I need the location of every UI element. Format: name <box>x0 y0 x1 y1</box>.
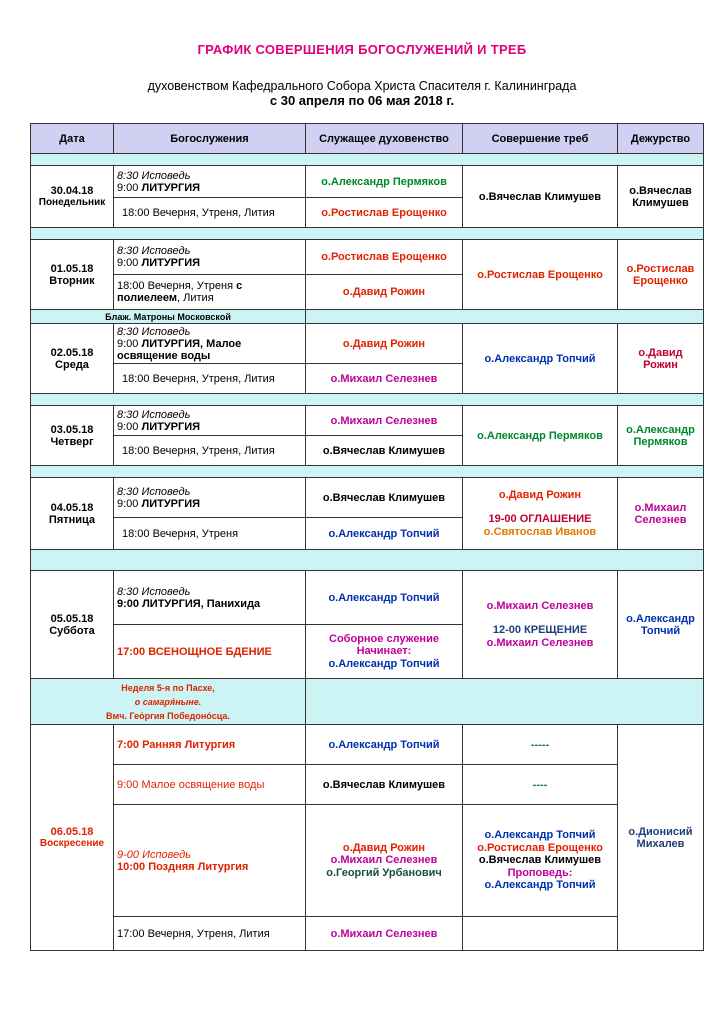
service-line: 8:30 Исповедь <box>117 325 191 338</box>
treb-cell <box>463 478 618 550</box>
service-cell: 18:00 Вечерня, Утреня, Лития <box>114 436 306 466</box>
col-header-trebs: Совершение треб <box>463 124 618 154</box>
service-name: ЛИТУРГИЯ <box>141 181 201 194</box>
clergy-cell: о.Михаил Селезнев <box>306 364 463 394</box>
weekday: Понедельник <box>38 196 106 208</box>
treb-cell: ----- <box>463 725 618 765</box>
date-cell <box>31 324 114 394</box>
service-cell <box>114 240 306 275</box>
clergy-cell: о.Вячеслав Климушев <box>306 478 463 518</box>
weekday: Суббота <box>49 624 95 637</box>
page-title: ГРАФИК СОВЕРШЕНИЯ БОГОСЛУЖЕНИЙ И ТРЕБ <box>197 42 527 57</box>
table-row <box>31 166 704 198</box>
table-row <box>31 240 704 275</box>
clergy-cell: о.Александр Топчий <box>306 571 463 625</box>
service-cell: 18:00 Вечерня, Утреня, Лития <box>114 364 306 394</box>
service-text: с <box>236 280 243 292</box>
service-cell <box>114 275 306 310</box>
separator-row <box>31 550 704 571</box>
clergy-line: о.Георгий Урбанович <box>326 866 442 879</box>
service-time: 9:00 <box>117 420 139 433</box>
page-subtitle: духовенством Кафедрального Собора Христа Спасителя г. Калининграда <box>147 79 577 93</box>
duty-cell: о.Дионисий Михалев <box>618 725 704 951</box>
duty-cell: о.Давид Рожин <box>618 324 704 394</box>
clergy-cell: о.Михаил Селезнев <box>306 917 463 951</box>
service-line: 9-00 Исповедь <box>117 848 191 861</box>
clergy-cell <box>306 625 463 679</box>
feast-line: Неделя 5-я по Пасхе, <box>121 682 215 693</box>
service-cell: 17:00 ВСЕНОЩНОЕ БДЕНИЕ <box>114 625 306 679</box>
date-cell <box>31 406 114 466</box>
duty-cell: о.Вячеслав Климушев <box>618 166 704 228</box>
clergy-line: о.Александр Топчий <box>328 657 440 670</box>
service-cell <box>114 406 306 436</box>
treb-line: о.Михаил Селезнев <box>486 599 594 612</box>
col-header-clergy: Служащее духовенство <box>306 124 463 154</box>
duty-cell: о.Ростислав Ерощенко <box>618 240 704 310</box>
treb-cell: о.Вячеслав Климушев <box>463 166 618 228</box>
treb-cell: о.Александр Пермяков <box>463 406 618 466</box>
clergy-cell: о.Давид Рожин <box>306 324 463 364</box>
table-row <box>31 725 704 765</box>
service-cell <box>114 324 306 364</box>
clergy-line: о.Давид Рожин <box>342 841 426 854</box>
service-cell: 18:00 Вечерня, Утреня <box>114 518 306 550</box>
table-row <box>31 478 704 518</box>
col-header-date: Дата <box>31 124 114 154</box>
feast-label <box>31 679 306 725</box>
service-line: 8:30 Исповедь <box>117 408 191 421</box>
clergy-cell: о.Александр Топчий <box>306 725 463 765</box>
service-line: 9:00 ЛИТУРГИЯ, Панихида <box>117 597 261 610</box>
duty-cell: о.Александр Топчий <box>618 571 704 679</box>
treb-line: 12-00 КРЕЩЕНИЕ <box>492 624 588 637</box>
service-cell: 9:00 Малое освящение воды <box>114 765 306 805</box>
duty-cell: о.Михаил Селезнев <box>618 478 704 550</box>
clergy-cell: о.Давид Рожин <box>306 275 463 310</box>
service-text: 18:00 Вечерня, Утреня <box>117 280 234 292</box>
clergy-cell: о.Александр Топчий <box>306 518 463 550</box>
weekday: Пятница <box>48 513 96 526</box>
treb-line: о.Ростислав Ерощенко <box>477 841 603 854</box>
clergy-cell: о.Ростислав Ерощенко <box>306 240 463 275</box>
date-value: 05.05.18 <box>50 612 94 625</box>
date-value: 30.04.18 <box>50 184 94 197</box>
weekday: Среда <box>55 358 89 371</box>
service-cell <box>114 478 306 518</box>
service-cell: 18:00 Вечерня, Утреня, Лития <box>114 198 306 228</box>
treb-cell: ---- <box>463 765 618 805</box>
service-cell <box>114 166 306 198</box>
clergy-line: Начинает: <box>356 645 412 658</box>
date-value: 02.05.18 <box>50 346 94 359</box>
service-name: ЛИТУРГИЯ <box>141 257 201 269</box>
separator-row <box>31 394 704 406</box>
clergy-cell: о.Ростислав Ерощенко <box>306 198 463 228</box>
date-cell <box>31 571 114 679</box>
service-time: 9:00 <box>117 337 139 350</box>
clergy-line: Соборное служение <box>329 632 439 645</box>
service-time: 9:00 <box>117 181 139 194</box>
clergy-line: о.Михаил Селезнев <box>330 854 438 867</box>
treb-cell <box>463 917 618 951</box>
service-line: 8:30 Исповедь <box>117 169 191 182</box>
feast-line: Вмч. Гео́ргия Победоно́сца. <box>106 710 230 721</box>
table-row <box>31 324 704 364</box>
treb-cell: о.Ростислав Ерощенко <box>463 240 618 310</box>
page-period: с 30 апреля по 06 мая 2018 г. <box>269 93 455 108</box>
treb-cell <box>463 805 618 917</box>
treb-line: о.Святослав Иванов <box>483 525 597 538</box>
service-line: 8:30 Исповедь <box>117 245 191 257</box>
weekday: Воскресение <box>39 837 105 849</box>
date-value: 04.05.18 <box>50 501 94 514</box>
treb-line: о.Михаил Селезнев <box>486 636 594 649</box>
clergy-cell: о.Александр Пермяков <box>306 166 463 198</box>
service-line: 8:30 Исповедь <box>117 485 191 498</box>
weekday: Вторник <box>49 274 95 287</box>
service-text: полиелеем <box>117 292 178 304</box>
date-cell <box>31 478 114 550</box>
service-line: 10:00 Поздняя Литургия <box>117 860 249 873</box>
service-time: 9:00 <box>117 257 139 269</box>
table-row <box>31 805 704 917</box>
date-value: 01.05.18 <box>50 262 94 275</box>
feast-line: о самаря́ныне. <box>134 696 202 707</box>
separator-row <box>31 228 704 240</box>
service-cell <box>114 571 306 625</box>
clergy-cell <box>306 805 463 917</box>
feast-row <box>31 310 704 324</box>
service-cell: 17:00 Вечерня, Утреня, Лития <box>114 917 306 951</box>
date-value: 06.05.18 <box>50 825 94 838</box>
service-name: ЛИТУРГИЯ <box>141 497 201 510</box>
separator-row <box>31 154 704 166</box>
col-header-services: Богослужения <box>114 124 306 154</box>
table-header-row <box>31 124 704 154</box>
service-text: , Лития <box>177 292 214 304</box>
treb-line: Проповедь: <box>507 866 573 879</box>
feast-label: Блаж. Матроны Московской <box>31 310 306 324</box>
treb-line: о.Александр Топчий <box>484 879 596 892</box>
separator-row <box>31 466 704 478</box>
service-cell: 7:00 Ранняя Литургия <box>114 725 306 765</box>
feast-row <box>31 679 704 725</box>
treb-cell: о.Александр Топчий <box>463 324 618 394</box>
date-value: 03.05.18 <box>50 423 94 436</box>
service-line: 8:30 Исповедь <box>117 585 191 598</box>
col-header-duty: Дежурство <box>618 124 704 154</box>
table-row <box>31 765 704 805</box>
service-time: 9:00 <box>117 497 139 510</box>
treb-line: 19-00 ОГЛАШЕНИЕ <box>488 513 592 526</box>
date-cell <box>31 166 114 228</box>
clergy-cell: о.Вячеслав Климушев <box>306 765 463 805</box>
treb-cell <box>463 571 618 679</box>
service-name: ЛИТУРГИЯ <box>141 420 201 433</box>
table-row <box>31 571 704 625</box>
treb-line: о.Вячеслав Климушев <box>478 854 602 867</box>
service-cell <box>114 805 306 917</box>
treb-line: о.Давид Рожин <box>498 488 582 501</box>
table-row <box>31 917 704 951</box>
date-cell <box>31 725 114 951</box>
schedule-table <box>30 123 704 951</box>
duty-cell: о.Александр Пермяков <box>618 406 704 466</box>
table-row <box>31 406 704 436</box>
clergy-cell: о.Вячеслав Климушев <box>306 436 463 466</box>
date-cell <box>31 240 114 310</box>
service-name: ЛИТУРГИЯ, Малое освящение воды <box>117 337 242 362</box>
treb-line: о.Александр Топчий <box>484 829 596 842</box>
clergy-cell: о.Михаил Селезнев <box>306 406 463 436</box>
weekday: Четверг <box>50 435 94 448</box>
